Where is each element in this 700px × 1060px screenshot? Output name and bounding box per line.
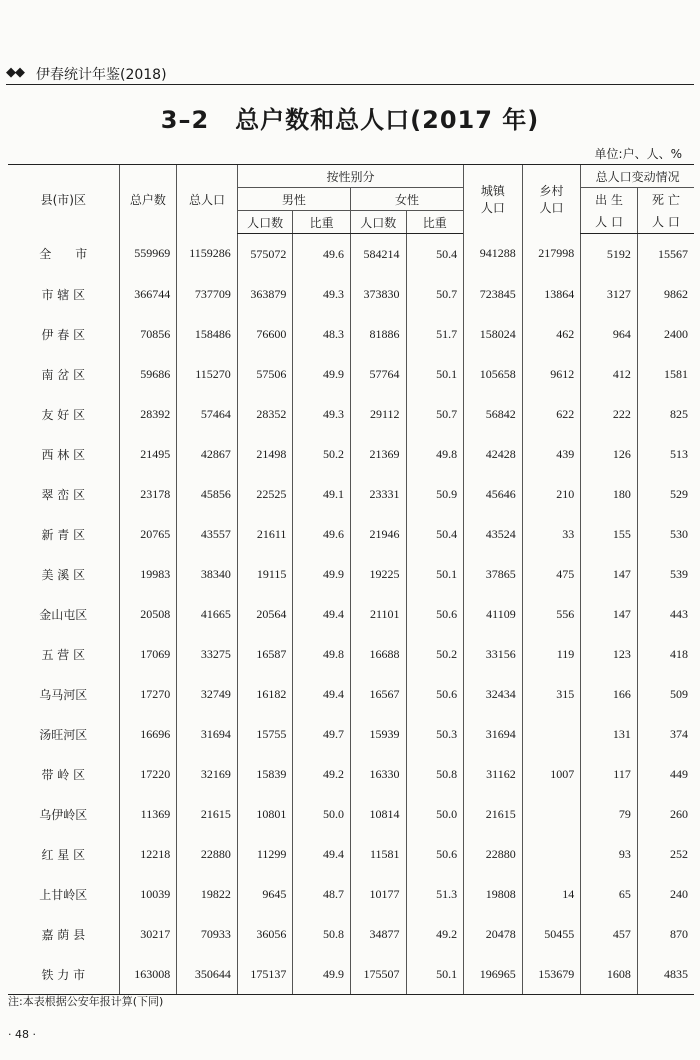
cell-population: 43557 <box>177 514 238 554</box>
cell-male: 21611 <box>237 514 293 554</box>
cell-male-ratio: 49.8 <box>293 634 351 674</box>
col-male: 男性 <box>237 188 350 211</box>
cell-births: 147 <box>581 594 638 634</box>
cell-households: 559969 <box>119 234 177 275</box>
cell-population: 158486 <box>177 314 238 354</box>
cell-female: 57764 <box>350 354 406 394</box>
cell-deaths: 530 <box>637 514 694 554</box>
cell-households: 163008 <box>119 954 177 995</box>
cell-female-ratio: 50.6 <box>406 594 464 634</box>
cell-population: 19822 <box>177 874 238 914</box>
row-county-name: 红 星 区 <box>41 847 86 862</box>
cell-deaths: 443 <box>637 594 694 634</box>
cell-female: 11581 <box>350 834 406 874</box>
cell-deaths: 418 <box>637 634 694 674</box>
cell-male-ratio: 49.4 <box>293 594 351 634</box>
table-row <box>8 354 694 394</box>
cell-deaths: 529 <box>637 474 694 514</box>
cell-male-ratio: 49.9 <box>293 354 351 394</box>
cell-urban: 20478 <box>464 914 523 954</box>
cell-rural: 556 <box>522 594 581 634</box>
cell-rural: 210 <box>522 474 581 514</box>
cell-rural <box>522 794 581 834</box>
cell-rural: 439 <box>522 434 581 474</box>
cell-population: 33275 <box>177 634 238 674</box>
cell-female: 373830 <box>350 274 406 314</box>
cell-male: 20564 <box>237 594 293 634</box>
cell-births: 412 <box>581 354 638 394</box>
cell-rural: 217998 <box>522 234 581 275</box>
col-births-2: 人 口 <box>581 211 638 234</box>
col-male-ratio: 比重 <box>293 211 351 234</box>
cell-male-ratio: 49.6 <box>293 234 351 275</box>
population-table <box>8 164 694 995</box>
cell-female-ratio: 50.7 <box>406 274 464 314</box>
table-row <box>8 754 694 794</box>
cell-rural: 622 <box>522 394 581 434</box>
cell-rural <box>522 714 581 754</box>
cell-population: 57464 <box>177 394 238 434</box>
table-title <box>0 100 700 135</box>
cell-rural: 14 <box>522 874 581 914</box>
table-row <box>8 714 694 754</box>
cell-urban: 31162 <box>464 754 523 794</box>
cell-households: 17220 <box>119 754 177 794</box>
cell-urban: 941288 <box>464 234 523 275</box>
cell-rural: 33 <box>522 514 581 554</box>
cell-rural: 13864 <box>522 274 581 314</box>
col-by-sex: 按性别分 <box>237 165 463 188</box>
cell-urban: 43524 <box>464 514 523 554</box>
cell-male: 15839 <box>237 754 293 794</box>
table-body <box>8 234 694 995</box>
cell-deaths: 4835 <box>637 954 694 995</box>
cell-female-ratio: 49.2 <box>406 914 464 954</box>
cell-deaths: 1581 <box>637 354 694 394</box>
cell-households: 10039 <box>119 874 177 914</box>
table-row <box>8 554 694 594</box>
cell-rural: 315 <box>522 674 581 714</box>
cell-births: 126 <box>581 434 638 474</box>
cell-male: 16587 <box>237 634 293 674</box>
table-note: 注:本表根据公安年报计算(下同) <box>8 995 164 1008</box>
cell-deaths: 9862 <box>637 274 694 314</box>
cell-deaths: 252 <box>637 834 694 874</box>
row-county-name: 上甘岭区 <box>39 887 88 902</box>
cell-deaths: 260 <box>637 794 694 834</box>
cell-population: 41665 <box>177 594 238 634</box>
cell-rural: 50455 <box>522 914 581 954</box>
cell-rural: 462 <box>522 314 581 354</box>
cell-male-ratio: 49.2 <box>293 754 351 794</box>
cell-urban: 196965 <box>464 954 523 995</box>
cell-female-ratio: 50.1 <box>406 354 464 394</box>
cell-births: 147 <box>581 554 638 594</box>
cell-urban: 56842 <box>464 394 523 434</box>
row-county-name: 乌伊岭区 <box>39 807 88 822</box>
cell-male: 575072 <box>237 234 293 275</box>
cell-urban: 32434 <box>464 674 523 714</box>
row-county-name: 新 青 区 <box>41 527 86 542</box>
table-header <box>8 165 694 234</box>
cell-urban: 41109 <box>464 594 523 634</box>
cell-female: 34877 <box>350 914 406 954</box>
cell-urban: 21615 <box>464 794 523 834</box>
cell-births: 155 <box>581 514 638 554</box>
cell-male: 28352 <box>237 394 293 434</box>
cell-male-ratio: 49.1 <box>293 474 351 514</box>
cell-rural: 119 <box>522 634 581 674</box>
cell-rural: 9612 <box>522 354 581 394</box>
cell-households: 19983 <box>119 554 177 594</box>
row-county-name: 带 岭 区 <box>41 767 86 782</box>
table-row <box>8 474 694 514</box>
table-row <box>8 514 694 554</box>
cell-births: 79 <box>581 794 638 834</box>
cell-urban: 723845 <box>464 274 523 314</box>
cell-male: 175137 <box>237 954 293 995</box>
cell-population: 22880 <box>177 834 238 874</box>
cell-population: 38340 <box>177 554 238 594</box>
table-row <box>8 434 694 474</box>
cell-deaths: 449 <box>637 754 694 794</box>
cell-deaths: 539 <box>637 554 694 594</box>
row-county-name: 金山屯区 <box>39 607 88 622</box>
cell-female-ratio: 50.2 <box>406 634 464 674</box>
cell-rural: 1007 <box>522 754 581 794</box>
cell-deaths: 2400 <box>637 314 694 354</box>
cell-rural <box>522 834 581 874</box>
col-urban: 城镇 人口 <box>464 165 523 234</box>
cell-households: 17069 <box>119 634 177 674</box>
cell-deaths: 825 <box>637 394 694 434</box>
cell-deaths: 513 <box>637 434 694 474</box>
cell-female: 16567 <box>350 674 406 714</box>
cell-urban: 158024 <box>464 314 523 354</box>
cell-female-ratio: 51.7 <box>406 314 464 354</box>
cell-female-ratio: 50.7 <box>406 394 464 434</box>
col-county: 县(市)区 <box>8 165 119 234</box>
col-female-ratio: 比重 <box>406 211 464 234</box>
cell-male: 9645 <box>237 874 293 914</box>
cell-male: 22525 <box>237 474 293 514</box>
cell-female: 584214 <box>350 234 406 275</box>
cell-female-ratio: 49.8 <box>406 434 464 474</box>
cell-male-ratio: 49.4 <box>293 834 351 874</box>
table-row <box>8 634 694 674</box>
cell-births: 65 <box>581 874 638 914</box>
table-number: 3–2 <box>160 106 210 134</box>
row-county-name: 市 辖 区 <box>41 287 86 302</box>
cell-population: 32749 <box>177 674 238 714</box>
unit-label: 单位:户、人、% <box>594 147 682 161</box>
cell-population: 115270 <box>177 354 238 394</box>
table-row <box>8 594 694 634</box>
cell-female-ratio: 50.3 <box>406 714 464 754</box>
cell-female-ratio: 50.1 <box>406 954 464 995</box>
col-deaths-1: 死 亡 <box>637 188 694 211</box>
col-rural: 乡村 人口 <box>522 165 581 234</box>
cell-female: 10177 <box>350 874 406 914</box>
cell-households: 16696 <box>119 714 177 754</box>
cell-population: 45856 <box>177 474 238 514</box>
page-number: · 48 · <box>8 1028 36 1041</box>
cell-male-ratio: 49.7 <box>293 714 351 754</box>
cell-female-ratio: 50.0 <box>406 794 464 834</box>
cell-households: 23178 <box>119 474 177 514</box>
table-row <box>8 674 694 714</box>
cell-male: 21498 <box>237 434 293 474</box>
row-county-name: 南 岔 区 <box>41 367 86 382</box>
row-county-name: 嘉 荫 县 <box>41 927 86 942</box>
cell-urban: 22880 <box>464 834 523 874</box>
diamond-icon: ◆◆ <box>6 65 24 80</box>
table-row <box>8 274 694 314</box>
header-rule <box>6 84 694 85</box>
table-title-text: 总户数和总人口(2017 年) <box>235 106 540 134</box>
cell-births: 964 <box>581 314 638 354</box>
cell-female: 21101 <box>350 594 406 634</box>
col-female-count: 人口数 <box>350 211 406 234</box>
row-county-name: 汤旺河区 <box>39 727 88 742</box>
cell-births: 166 <box>581 674 638 714</box>
cell-female: 16330 <box>350 754 406 794</box>
cell-male-ratio: 49.9 <box>293 954 351 995</box>
cell-deaths: 15567 <box>637 234 694 275</box>
cell-female: 15939 <box>350 714 406 754</box>
cell-male: 15755 <box>237 714 293 754</box>
cell-households: 28392 <box>119 394 177 434</box>
cell-male-ratio: 50.8 <box>293 914 351 954</box>
cell-female-ratio: 50.6 <box>406 674 464 714</box>
cell-male: 76600 <box>237 314 293 354</box>
cell-urban: 31694 <box>464 714 523 754</box>
cell-male: 36056 <box>237 914 293 954</box>
cell-male-ratio: 50.2 <box>293 434 351 474</box>
row-county-name: 翠 峦 区 <box>41 487 86 502</box>
cell-male-ratio: 49.9 <box>293 554 351 594</box>
cell-male: 363879 <box>237 274 293 314</box>
cell-population: 31694 <box>177 714 238 754</box>
cell-male: 11299 <box>237 834 293 874</box>
cell-female-ratio: 50.6 <box>406 834 464 874</box>
cell-male: 10801 <box>237 794 293 834</box>
col-births-1: 出 生 <box>581 188 638 211</box>
cell-female: 81886 <box>350 314 406 354</box>
cell-households: 21495 <box>119 434 177 474</box>
cell-deaths: 870 <box>637 914 694 954</box>
table-row <box>8 954 694 995</box>
cell-births: 5192 <box>581 234 638 275</box>
row-county-name: 乌马河区 <box>39 687 88 702</box>
cell-households: 30217 <box>119 914 177 954</box>
table-row <box>8 234 694 275</box>
table-row <box>8 794 694 834</box>
cell-births: 222 <box>581 394 638 434</box>
col-change: 总人口变动情况 <box>581 165 694 188</box>
cell-male-ratio: 48.7 <box>293 874 351 914</box>
cell-female: 10814 <box>350 794 406 834</box>
cell-households: 20765 <box>119 514 177 554</box>
cell-population: 1159286 <box>177 234 238 275</box>
cell-urban: 45646 <box>464 474 523 514</box>
cell-urban: 42428 <box>464 434 523 474</box>
row-county-name: 铁 力 市 <box>8 954 119 995</box>
cell-births: 1608 <box>581 954 638 995</box>
row-county-name: 全 市 <box>39 247 88 262</box>
cell-households: 20508 <box>119 594 177 634</box>
cell-male-ratio: 50.0 <box>293 794 351 834</box>
cell-deaths: 509 <box>637 674 694 714</box>
row-county-name: 友 好 区 <box>41 407 86 422</box>
cell-households: 59686 <box>119 354 177 394</box>
table-row <box>8 314 694 354</box>
cell-male: 57506 <box>237 354 293 394</box>
cell-female: 16688 <box>350 634 406 674</box>
cell-urban: 33156 <box>464 634 523 674</box>
cell-births: 93 <box>581 834 638 874</box>
cell-households: 11369 <box>119 794 177 834</box>
cell-male-ratio: 49.3 <box>293 274 351 314</box>
col-deaths-2: 人 口 <box>637 211 694 234</box>
row-county-name: 伊 春 区 <box>41 327 86 342</box>
cell-population: 70933 <box>177 914 238 954</box>
cell-female-ratio: 50.9 <box>406 474 464 514</box>
cell-female-ratio: 50.1 <box>406 554 464 594</box>
cell-births: 180 <box>581 474 638 514</box>
cell-population: 21615 <box>177 794 238 834</box>
cell-population: 350644 <box>177 954 238 995</box>
cell-households: 70856 <box>119 314 177 354</box>
cell-households: 17270 <box>119 674 177 714</box>
cell-female: 19225 <box>350 554 406 594</box>
cell-male-ratio: 48.3 <box>293 314 351 354</box>
cell-female: 29112 <box>350 394 406 434</box>
cell-population: 32169 <box>177 754 238 794</box>
cell-deaths: 240 <box>637 874 694 914</box>
cell-households: 12218 <box>119 834 177 874</box>
cell-urban: 105658 <box>464 354 523 394</box>
running-header <box>6 64 694 88</box>
cell-female: 23331 <box>350 474 406 514</box>
cell-male: 16182 <box>237 674 293 714</box>
col-households: 总户数 <box>119 165 177 234</box>
cell-births: 3127 <box>581 274 638 314</box>
cell-female: 21946 <box>350 514 406 554</box>
cell-male-ratio: 49.3 <box>293 394 351 434</box>
cell-female-ratio: 50.8 <box>406 754 464 794</box>
book-title: 伊春统计年鉴(2018) <box>36 67 167 83</box>
cell-births: 457 <box>581 914 638 954</box>
cell-female-ratio: 50.4 <box>406 234 464 275</box>
col-female: 女性 <box>350 188 463 211</box>
row-county-name: 美 溪 区 <box>41 567 86 582</box>
cell-female-ratio: 50.4 <box>406 514 464 554</box>
row-county-name: 西 林 区 <box>41 447 86 462</box>
cell-rural: 153679 <box>522 954 581 995</box>
row-county-name: 五 营 区 <box>41 647 86 662</box>
table-row <box>8 874 694 914</box>
col-male-count: 人口数 <box>237 211 293 234</box>
table-row <box>8 394 694 434</box>
cell-female-ratio: 51.3 <box>406 874 464 914</box>
cell-male: 19115 <box>237 554 293 594</box>
table-row <box>8 834 694 874</box>
cell-female: 21369 <box>350 434 406 474</box>
table-row <box>8 914 694 954</box>
cell-births: 123 <box>581 634 638 674</box>
cell-births: 117 <box>581 754 638 794</box>
cell-rural: 475 <box>522 554 581 594</box>
cell-population: 42867 <box>177 434 238 474</box>
cell-deaths: 374 <box>637 714 694 754</box>
cell-households: 366744 <box>119 274 177 314</box>
cell-urban: 19808 <box>464 874 523 914</box>
cell-births: 131 <box>581 714 638 754</box>
col-population: 总人口 <box>177 165 238 234</box>
cell-male-ratio: 49.4 <box>293 674 351 714</box>
cell-population: 737709 <box>177 274 238 314</box>
cell-male-ratio: 49.6 <box>293 514 351 554</box>
cell-urban: 37865 <box>464 554 523 594</box>
cell-female: 175507 <box>350 954 406 995</box>
